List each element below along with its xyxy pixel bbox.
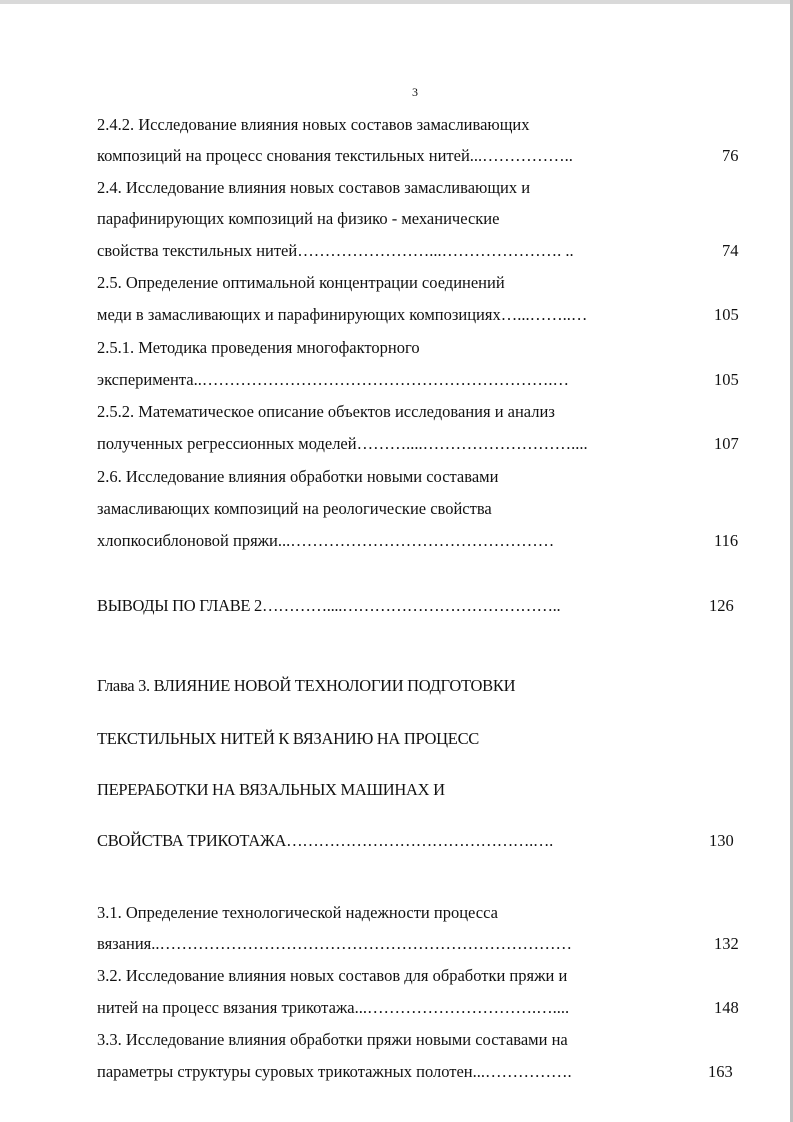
toc-entry-line: нитей на процесс вязания трикотажа...………………………….….... <box>97 998 570 1017</box>
chapter-title-line: Глава 3. ВЛИЯНИЕ НОВОЙ ТЕХНОЛОГИИ ПОДГОТОВКИ <box>97 676 516 695</box>
toc-entry-line: 3.2. Исследование влияния новых составов для обработки пряжи и <box>97 966 568 985</box>
toc-entry-line: меди в замасливающих и парафинирующих композициях…...……..… <box>97 305 588 324</box>
toc-entry-line: параметры структуры суровых трикотажных полотен...……………. <box>97 1062 572 1081</box>
toc-entry-line: 2.4. Исследование влияния новых составов замасливающих и <box>97 178 531 197</box>
toc-entry-line: 2.5.2. Математическое описание объектов исследования и анализ <box>97 402 555 421</box>
chapter-title-line: ПЕРЕРАБОТКИ НА ВЯЗАЛЬНЫХ МАШИНАХ И <box>97 780 445 799</box>
toc-entry-line: свойства текстильных нитей……………………...…………………. .. <box>97 241 574 260</box>
toc-page-number: 132 <box>714 934 739 953</box>
toc-entry-line: хлопкосиблоновой пряжи...………………………………………… <box>97 531 555 550</box>
page-number: 3 <box>412 85 418 99</box>
chapter-title-line: СВОЙСТВА ТРИКОТАЖА……………………………………….…. <box>97 831 553 850</box>
toc-entry-line: эксперимента..……………………………………………………….… <box>97 370 569 389</box>
toc-page-number: 76 <box>722 146 739 165</box>
toc-entry-line: 2.6. Исследование влияния обработки новыми составами <box>97 467 499 486</box>
toc-page-number: 105 <box>714 305 739 324</box>
toc-entry-line: 2.4.2. Исследование влияния новых составов замасливающих <box>97 115 530 134</box>
toc-entry-line: парафинирующих композиций на физико - механические <box>97 209 500 228</box>
toc-page-number: 130 <box>709 831 734 850</box>
toc-page-number: 126 <box>709 596 734 615</box>
toc-entry-line: полученных регрессионных моделей………....……………………….... <box>97 434 588 453</box>
toc-entry-line: ВЫВОДЫ ПО ГЛАВЕ 2…………....………………………………….. <box>97 596 561 615</box>
toc-page-number: 107 <box>714 434 739 453</box>
toc-page-number: 116 <box>714 531 739 550</box>
toc-entry-line: композиций на процесс снования текстильных нитей...…………….. <box>97 146 573 165</box>
toc-page-number: 74 <box>722 241 739 260</box>
scan-edge-top <box>0 0 793 4</box>
toc-entry-line: вязания..………………………………………………………………… <box>97 934 573 953</box>
toc-page-number: 105 <box>714 370 739 389</box>
toc-entry-line: 2.5. Определение оптимальной концентрации соединений <box>97 273 505 292</box>
toc-entry-line: 2.5.1. Методика проведения многофакторного <box>97 338 420 357</box>
toc-entry-line: замасливающих композиций на реологические свойства <box>97 499 492 518</box>
toc-entry-line: 3.1. Определение технологической надежности процесса <box>97 903 498 922</box>
toc-page-number: 163 <box>708 1062 733 1081</box>
chapter-title-line: ТЕКСТИЛЬНЫХ НИТЕЙ К ВЯЗАНИЮ НА ПРОЦЕСС <box>97 729 479 748</box>
toc-entry-line: 3.3. Исследование влияния обработки пряжи новыми составами на <box>97 1030 568 1049</box>
toc-page-number: 148 <box>714 998 739 1017</box>
